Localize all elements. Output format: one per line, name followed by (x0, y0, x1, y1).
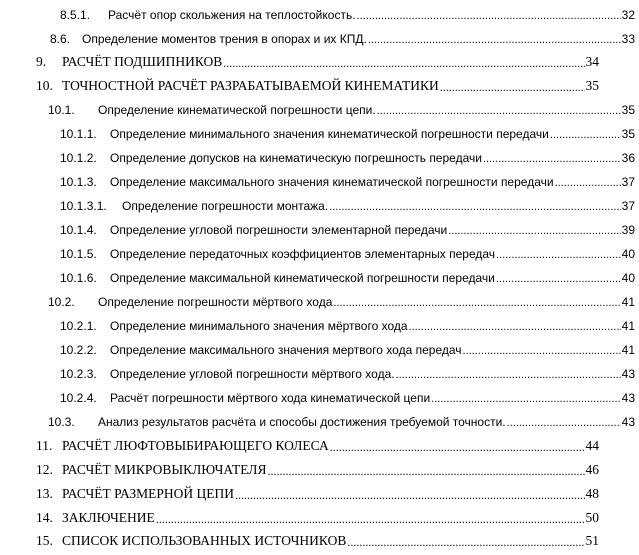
toc-entry-number: 10.2.2. (60, 343, 97, 357)
toc-entry-page: 51 (585, 533, 599, 548)
toc-entry-page: 36 (621, 151, 635, 165)
toc-entry-page: 43 (621, 367, 635, 381)
toc-entry-number: 12. (36, 462, 53, 477)
toc-dot-leader (555, 175, 621, 189)
toc-entry-title: Определение передаточных коэффициентов элементарных передач (110, 247, 496, 261)
toc-entry[interactable] (0, 290, 639, 314)
toc-entry-page: 43 (621, 391, 635, 405)
toc-entry[interactable] (0, 3, 639, 27)
toc-dot-leader (156, 511, 585, 525)
toc-entry[interactable] (0, 170, 639, 194)
toc-entry[interactable] (0, 146, 639, 170)
toc-entry-title: Определение погрешности монтажа. (122, 199, 329, 213)
toc-entry-page: 33 (621, 32, 635, 46)
toc-entry-page: 35 (621, 127, 635, 141)
toc-entry-number: 10.1.3. (60, 175, 97, 189)
toc-entry[interactable] (0, 74, 639, 98)
toc-dot-leader (431, 391, 620, 405)
toc-entry-title: Определение угловой погрешности мёртвого хода. (110, 367, 395, 381)
toc-dot-leader (377, 103, 621, 117)
toc-entry-page: 34 (585, 54, 599, 69)
toc-dot-leader (223, 55, 584, 69)
toc-entry[interactable] (0, 482, 639, 506)
toc-entry-page: 50 (585, 510, 599, 525)
toc-entry-page: 35 (621, 103, 635, 117)
toc-entry[interactable] (0, 50, 639, 74)
toc-entry-title: РАСЧЁТ ПОДШИПНИКОВ (62, 54, 223, 69)
toc-dot-leader (507, 415, 621, 429)
toc-entry-title: Определение кинематической погрешности цепи. (98, 103, 376, 117)
toc-entry-title: Определение минимального значения кинематической погрешности передачи (110, 127, 549, 141)
toc-entry-page: 40 (621, 247, 635, 261)
toc-entry[interactable] (0, 529, 639, 553)
toc-entry-number: 10.2.4. (60, 391, 97, 405)
toc-entry-title: Расчёт погрешности мёртвого хода кинематической цепи (110, 391, 431, 405)
toc-entry-page: 43 (621, 415, 635, 429)
toc-entry-number: 10.1.6. (60, 271, 97, 285)
toc-dot-leader (368, 32, 621, 46)
toc-entry-title: Определение угловой погрешности элементарной передачи (110, 223, 448, 237)
toc-entry[interactable] (0, 98, 639, 122)
toc-dot-leader (496, 247, 621, 261)
toc-dot-leader (463, 343, 621, 357)
toc-dot-leader (440, 79, 585, 93)
toc-entry-title: ЗАКЛЮЧЕНИЕ (62, 510, 155, 525)
toc-entry-page: 37 (621, 175, 635, 189)
toc-entry-number: 9. (36, 54, 47, 69)
toc-dot-leader (330, 439, 585, 453)
toc-entry-page: 37 (621, 199, 635, 213)
toc-entry-number: 13. (36, 486, 53, 501)
toc-entry[interactable] (0, 218, 639, 242)
toc-dot-leader (483, 151, 621, 165)
toc-entry-title: Определение максимального значения кинематической погрешности передачи (110, 175, 554, 189)
toc-entry-number: 10.1.4. (60, 223, 97, 237)
toc-entry-number: 10.1. (48, 103, 75, 117)
toc-entry-title: Анализ результатов расчёта и способы достижения требуемой точности. (98, 415, 506, 429)
toc-entry-number: 10. (36, 78, 53, 93)
toc-entry-number: 10.1.5. (60, 247, 97, 261)
toc-entry-page: 32 (621, 8, 635, 22)
toc-entry-number: 15. (36, 533, 53, 548)
toc-entry[interactable] (0, 122, 639, 146)
toc-entry-title: РАСЧЁТ ЛЮФТОВЫБИРАЮЩЕГО КОЛЕСА (62, 438, 329, 453)
toc-entry[interactable] (0, 386, 639, 410)
toc-entry-number: 14. (36, 510, 53, 525)
toc-entry[interactable] (0, 314, 639, 338)
toc-entry-title: ТОЧНОСТНОЙ РАСЧЁТ РАЗРАБАТЫВАЕМОЙ КИНЕМАТИКИ (62, 78, 439, 93)
toc-entry-title: Расчёт опор скольжения на теплостойкость. (108, 8, 356, 22)
toc-entry[interactable] (0, 242, 639, 266)
toc-entry-page: 44 (585, 438, 599, 453)
toc-entry-number: 10.3. (48, 415, 75, 429)
toc-entry-number: 10.1.3.1. (60, 199, 107, 213)
toc-entry-title: Определение максимального значения мертвого хода передач (110, 343, 462, 357)
toc-dot-leader (333, 295, 620, 309)
toc-dot-leader (396, 367, 621, 381)
toc-entry[interactable] (0, 410, 639, 434)
toc-entry[interactable] (0, 27, 639, 51)
toc-entry-number: 10.2. (48, 295, 75, 309)
toc-entry-page: 41 (621, 319, 635, 333)
toc-entry-title: Определение максимальной кинематической погрешности передачи (110, 271, 495, 285)
toc-dot-leader (550, 127, 621, 141)
toc-entry[interactable] (0, 362, 639, 386)
toc-dot-leader (347, 534, 584, 548)
toc-entry-number: 10.1.1. (60, 127, 97, 141)
toc-entry[interactable] (0, 506, 639, 530)
toc-entry-title: СПИСОК ИСПОЛЬЗОВАННЫХ ИСТОЧНИКОВ (62, 533, 347, 548)
toc-entry-number: 10.2.1. (60, 319, 97, 333)
toc-entry-page: 46 (585, 462, 599, 477)
toc-dot-leader (235, 487, 585, 501)
toc-entry[interactable] (0, 434, 639, 458)
toc-entry-title: Определение моментов трения в опорах и их КПД. (82, 32, 367, 46)
toc-entry-page: 40 (621, 271, 635, 285)
toc-entry[interactable] (0, 458, 639, 482)
toc-entry-number: 8.5.1. (60, 8, 91, 22)
toc-entry-number: 10.2.3. (60, 367, 97, 381)
toc-entry-page: 41 (621, 343, 635, 357)
toc-dot-leader (357, 8, 621, 22)
toc-dot-leader (448, 223, 620, 237)
toc-dot-leader (409, 319, 621, 333)
toc-entry-page: 48 (585, 486, 599, 501)
toc-entry-number: 10.1.2. (60, 151, 97, 165)
toc-dot-leader (267, 463, 584, 477)
toc-entry-number: 8.6. (50, 32, 71, 46)
toc-entry-page: 35 (585, 78, 599, 93)
toc-dot-leader (329, 199, 620, 213)
toc-entry-title: Определение допусков на кинематическую погрешность передачи (110, 151, 482, 165)
toc-entry-title: РАСЧЁТ МИКРОВЫКЛЮЧАТЕЛЯ (62, 462, 267, 477)
toc-entry[interactable] (0, 266, 639, 290)
toc-entry[interactable] (0, 338, 639, 362)
toc-entry-title: Определение минимального значения мёртвого хода (110, 319, 408, 333)
toc-entry-page: 39 (621, 223, 635, 237)
toc-entry-number: 11. (36, 438, 53, 453)
toc-dot-leader (496, 271, 621, 285)
toc-entry-title: РАСЧЁТ РАЗМЕРНОЙ ЦЕПИ (62, 486, 234, 501)
toc-entry[interactable] (0, 194, 639, 218)
toc-entry-page: 41 (621, 295, 635, 309)
toc-entry-title: Определение погрешности мёртвого хода (98, 295, 333, 309)
